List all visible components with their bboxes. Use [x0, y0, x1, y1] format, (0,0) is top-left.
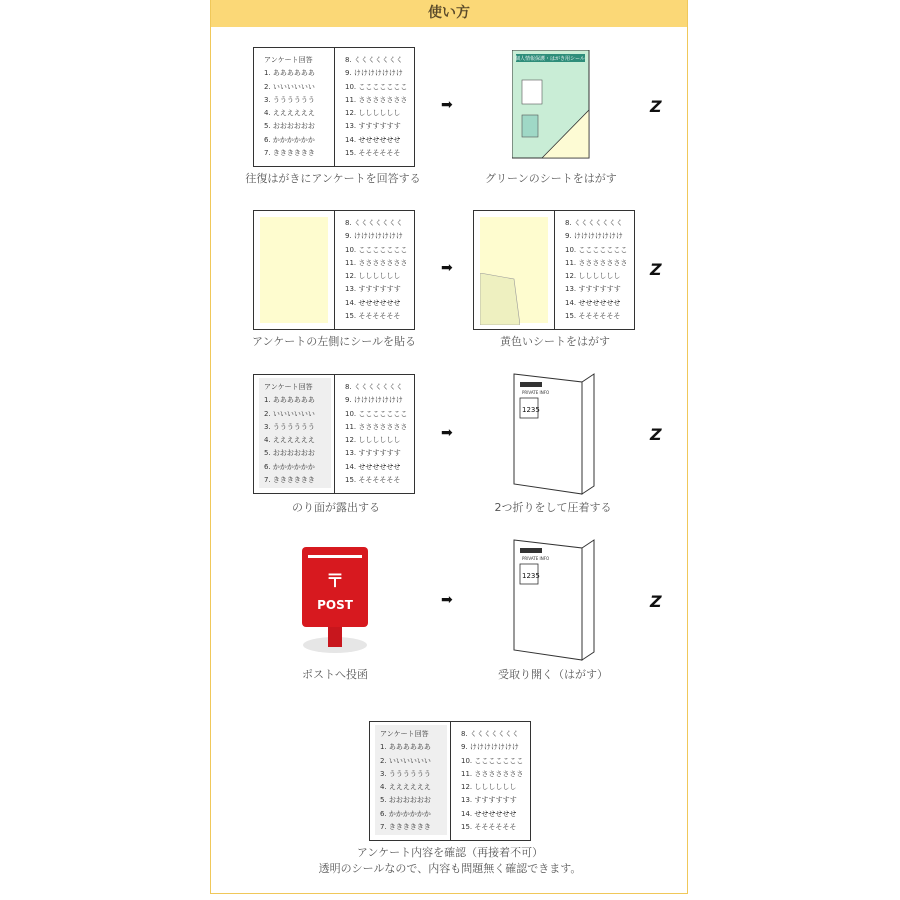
- card-right-column: [345, 54, 407, 160]
- card-row: 9. けけけけけけけ: [345, 69, 403, 78]
- section-title: 使い方: [211, 0, 687, 27]
- card-row: 7. きききききき: [264, 476, 315, 485]
- step5-caption: のり面が露出する: [292, 501, 380, 514]
- card-row: 1. ああああああ: [380, 743, 431, 752]
- card-row: 9. けけけけけけけ: [345, 232, 403, 241]
- card-row: 4. ええええええ: [264, 109, 315, 118]
- card-row: 13. すすすすすす: [461, 796, 517, 805]
- card-row: 9. けけけけけけけ: [461, 743, 519, 752]
- step2-caption: グリーンのシートをはがす: [485, 172, 617, 185]
- card-right-column: [345, 381, 407, 487]
- postbox-image: [300, 545, 370, 657]
- green-sticker-sheet-image: [512, 50, 592, 162]
- card-right-column: [345, 217, 407, 323]
- card-row: 5. おおおおおお: [264, 449, 315, 458]
- brand-logo-icon: Z: [650, 592, 662, 611]
- card-row: 14. せせせせせせ: [565, 298, 621, 307]
- card-row: 11. さささささささ: [461, 769, 524, 778]
- arrow-right-icon: ➡: [441, 425, 453, 441]
- card-row: 10. こここここここ: [345, 82, 408, 91]
- card-left-column: [264, 381, 315, 487]
- card-row: 5. おおおおおお: [264, 122, 315, 131]
- card-row: 7. きききききき: [380, 823, 431, 832]
- postbox-label: POST: [317, 598, 353, 612]
- step3-caption: アンケートの左側にシールを貼る: [251, 335, 417, 348]
- answer-card-step3: [253, 210, 415, 330]
- card-row: 9. けけけけけけけ: [345, 396, 403, 405]
- answer-card-step4: [473, 210, 635, 330]
- postcard-header: PRIVATE INFO: [522, 556, 550, 561]
- card-row: 6. かかかかかか: [264, 462, 315, 471]
- card-row: 10. こここここここ: [345, 409, 408, 418]
- card-row: 12. しししししし: [345, 272, 401, 281]
- card-row: 4. ええええええ: [380, 783, 431, 792]
- card-row: 8. くくくくくくく: [345, 219, 403, 227]
- card-row: 14. せせせせせせ: [345, 135, 401, 144]
- final-caption-line2: 透明のシールなので、内容も問題無く確認できます。: [318, 862, 582, 875]
- answer-card-step1: [253, 47, 415, 167]
- card-row: 12. しししししし: [565, 272, 621, 281]
- card-row: 3. うううううう: [264, 95, 315, 104]
- card-row: 10. こここここここ: [461, 756, 524, 765]
- card-divider: [334, 48, 335, 166]
- card-row: 12. しししししし: [461, 783, 517, 792]
- card-left-column: [380, 728, 431, 834]
- card-row: 1. ああああああ: [264, 69, 315, 78]
- card-row: 13. すすすすすす: [345, 122, 401, 131]
- card-row: 14. せせせせせせ: [345, 298, 401, 307]
- card-row: 15. そそそそそそ: [461, 823, 517, 832]
- answer-card-final: [369, 721, 531, 841]
- card-left-title: アンケート回答: [264, 56, 313, 64]
- answer-card-step5: [253, 374, 415, 494]
- card-row: 13. すすすすすす: [345, 449, 401, 458]
- card-row: 1. ああああああ: [264, 396, 315, 405]
- card-row: 14. せせせせせせ: [461, 809, 517, 818]
- step6-caption: 2つ折りをして圧着する: [494, 501, 612, 514]
- card-row: 8. くくくくくくく: [461, 730, 519, 738]
- brand-logo-icon: Z: [650, 97, 662, 116]
- card-left-title: アンケート回答: [264, 383, 313, 391]
- step7-caption: ポストへ投函: [302, 668, 368, 681]
- card-row: 12. しししししし: [345, 109, 401, 118]
- step8-caption: 受取り開く（はがす）: [498, 668, 608, 681]
- card-row: 15. そそそそそそ: [565, 312, 621, 321]
- card-row: 11. さささささささ: [345, 258, 408, 267]
- arrow-right-icon: ➡: [441, 260, 453, 276]
- card-row: 13. すすすすすす: [345, 285, 401, 294]
- postbox-symbol: 〒: [326, 571, 344, 592]
- card-row: 8. くくくくくくく: [565, 219, 623, 227]
- card-row: 2. いいいいいい: [264, 409, 315, 418]
- card-row: 3. うううううう: [264, 422, 315, 431]
- arrow-right-icon: ➡: [441, 592, 453, 608]
- brand-logo-icon: Z: [650, 260, 662, 279]
- card-row: 6. かかかかかか: [264, 135, 315, 144]
- card-row: 15. そそそそそそ: [345, 476, 401, 485]
- yellow-sticker: [260, 217, 328, 323]
- card-row: 8. くくくくくくく: [345, 56, 403, 64]
- card-row: 14. せせせせせせ: [345, 462, 401, 471]
- card-row: 5. おおおおおお: [380, 796, 431, 805]
- card-row: 15. そそそそそそ: [345, 312, 401, 321]
- step4-caption: 黄色いシートをはがす: [500, 335, 610, 348]
- card-row: 6. かかかかかか: [380, 809, 431, 818]
- card-row: 4. ええええええ: [264, 436, 315, 445]
- card-row: 12. しししししし: [345, 436, 401, 445]
- postcard-number: 1235: [522, 406, 540, 414]
- card-left-title: アンケート回答: [380, 730, 429, 738]
- peeling-corner-image: [480, 273, 520, 325]
- folded-postcard-image: [512, 372, 598, 496]
- card-row: 11. さささささささ: [565, 258, 628, 267]
- arrow-right-icon: ➡: [441, 97, 453, 113]
- card-row: 13. すすすすすす: [565, 285, 621, 294]
- card-row: 3. うううううう: [380, 769, 431, 778]
- card-row: 10. こここここここ: [345, 245, 408, 254]
- card-row: 7. きききききき: [264, 149, 315, 158]
- step1-caption: 往復はがきにアンケートを回答する: [245, 172, 421, 185]
- card-divider: [450, 722, 451, 840]
- postcard-header: PRIVATE INFO: [522, 390, 550, 395]
- card-row: 9. けけけけけけけ: [565, 232, 623, 241]
- card-row: 11. さささささささ: [345, 95, 408, 104]
- card-row: 11. さささささささ: [345, 422, 408, 431]
- card-row: 2. いいいいいい: [264, 82, 315, 91]
- card-row: 2. いいいいいい: [380, 756, 431, 765]
- card-divider: [554, 211, 555, 329]
- card-row: 10. こここここここ: [565, 245, 628, 254]
- card-row: 15. そそそそそそ: [345, 149, 401, 158]
- card-right-column: [461, 728, 523, 834]
- opened-postcard-image: [512, 538, 598, 662]
- card-right-column: [565, 217, 627, 323]
- postcard-number: 1235: [522, 572, 540, 580]
- card-row: 8. くくくくくくく: [345, 383, 403, 391]
- card-left-column: [264, 54, 315, 160]
- brand-logo-icon: Z: [650, 425, 662, 444]
- sticker-title: 個人情報保護・はがき用シール: [515, 56, 585, 62]
- card-divider: [334, 375, 335, 493]
- final-caption-line1: アンケート内容を確認（再接着不可）: [356, 846, 544, 859]
- card-divider: [334, 211, 335, 329]
